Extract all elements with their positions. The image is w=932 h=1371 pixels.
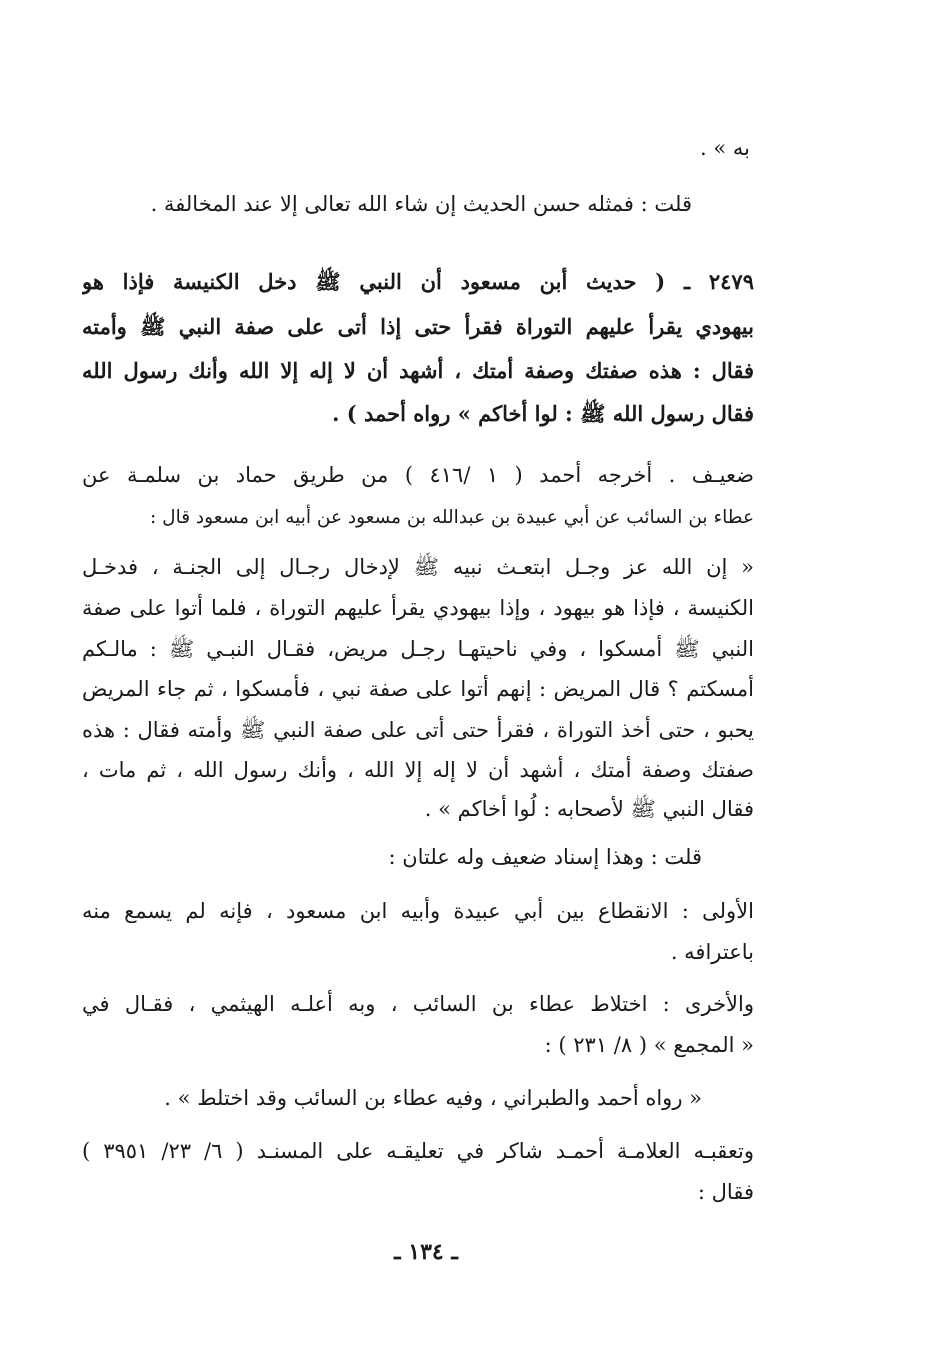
- first-reason-line: الأولى : الانقطاع بين أبي عبيدة وأبيه ابن مسعود ، فإنه لم يسمع منه: [82, 899, 754, 923]
- narration-line: صفتك وصفة أمتك ، أشهد أن لا إله إلا الله ، وأنك رسول الله ، ثم مات ،: [82, 758, 754, 782]
- takhrij-line: عطاء بن السائب عن أبي عبيدة بن عبدالله بن مسعود عن أبيه ابن مسعود قال :: [150, 507, 754, 528]
- first-reason-line: باعترافه .: [670, 940, 754, 964]
- quote-text: « رواه أحمد والطبراني ، وفيه عطاء بن السائب وقد اختلط » .: [164, 1086, 702, 1110]
- continuation-text: به » .: [700, 136, 750, 160]
- hadith-line: بيهودي يقرأ عليهم التوراة فقرأ حتى إذا أتى على صفة النبي ﷺ وأمته: [82, 314, 754, 339]
- narration-line: النبي ﷺ أمسكوا ، وفي ناحيتهـا رجـل مريض، فقـال النبـي ﷺ : مالـكم: [82, 637, 754, 661]
- hadith-line: فقال : هذه صفتك وصفة أمتك ، أشهد أن لا إله إلا الله وأنك رسول الله: [82, 358, 754, 383]
- second-reason-line: والأخرى : اختلاط عطاء بن السائب ، وبه أعلـه الهيثمي ، فقـال في: [82, 992, 754, 1016]
- narration-line: أمسكتم ؟ قال المريض : إنهم أتوا على صفة نبي ، فأمسكوا ، ثم جاء المريض: [82, 677, 754, 701]
- note-text: قلت : فمثله حسن الحديث إن شاء الله تعالى إلا عند المخالفة .: [150, 192, 692, 216]
- takhrij-line: ضعيـف . أخرجه أحمد ( ١ /٤١٦ ) من طريق حماد بن سلمـة عن: [82, 463, 754, 487]
- narration-line: « إن الله عز وجـل ابتعـث نبيه ﷺ لإدخال رجـال إلى الجنـة ، فدخـل: [82, 555, 754, 579]
- final-line: فقال :: [697, 1180, 754, 1204]
- final-line: وتعقبـه العلامـة أحمـد شاكر في تعليقـه على المسنـد ( ٦/ ٢٣/ ٣٩٥١ ): [82, 1139, 754, 1163]
- narration-line: يحبو ، حتى أخذ التوراة ، فقرأ حتى أتى على صفة النبي ﷺ وأمته فقال : هذه: [82, 718, 754, 742]
- narration-line: الكنيسة ، فإذا هو بيهود ، وإذا بيهودي يقرأ عليهم التوراة ، فلما أتوا على صفة: [82, 596, 754, 620]
- comment-intro: قلت : وهذا إسناد ضعيف وله علتان :: [388, 845, 702, 869]
- hadith-line: ٢٤٧٩ ـ ( حديث أبن مسعود أن النبي ﷺ دخل الكنيسة فإذا هو: [82, 269, 754, 294]
- hadith-line: فقال رسول الله ﷺ : لوا أخاكم » رواه أحمد ) .: [332, 401, 754, 426]
- second-reason-line: « المجمع » ( ٨/ ٢٣١ ) :: [544, 1033, 754, 1057]
- narration-line: فقال النبي ﷺ لأصحابه : لُوا أخاكم » .: [424, 797, 754, 821]
- page-number: ـ ١٣٤ ـ: [394, 1239, 458, 1265]
